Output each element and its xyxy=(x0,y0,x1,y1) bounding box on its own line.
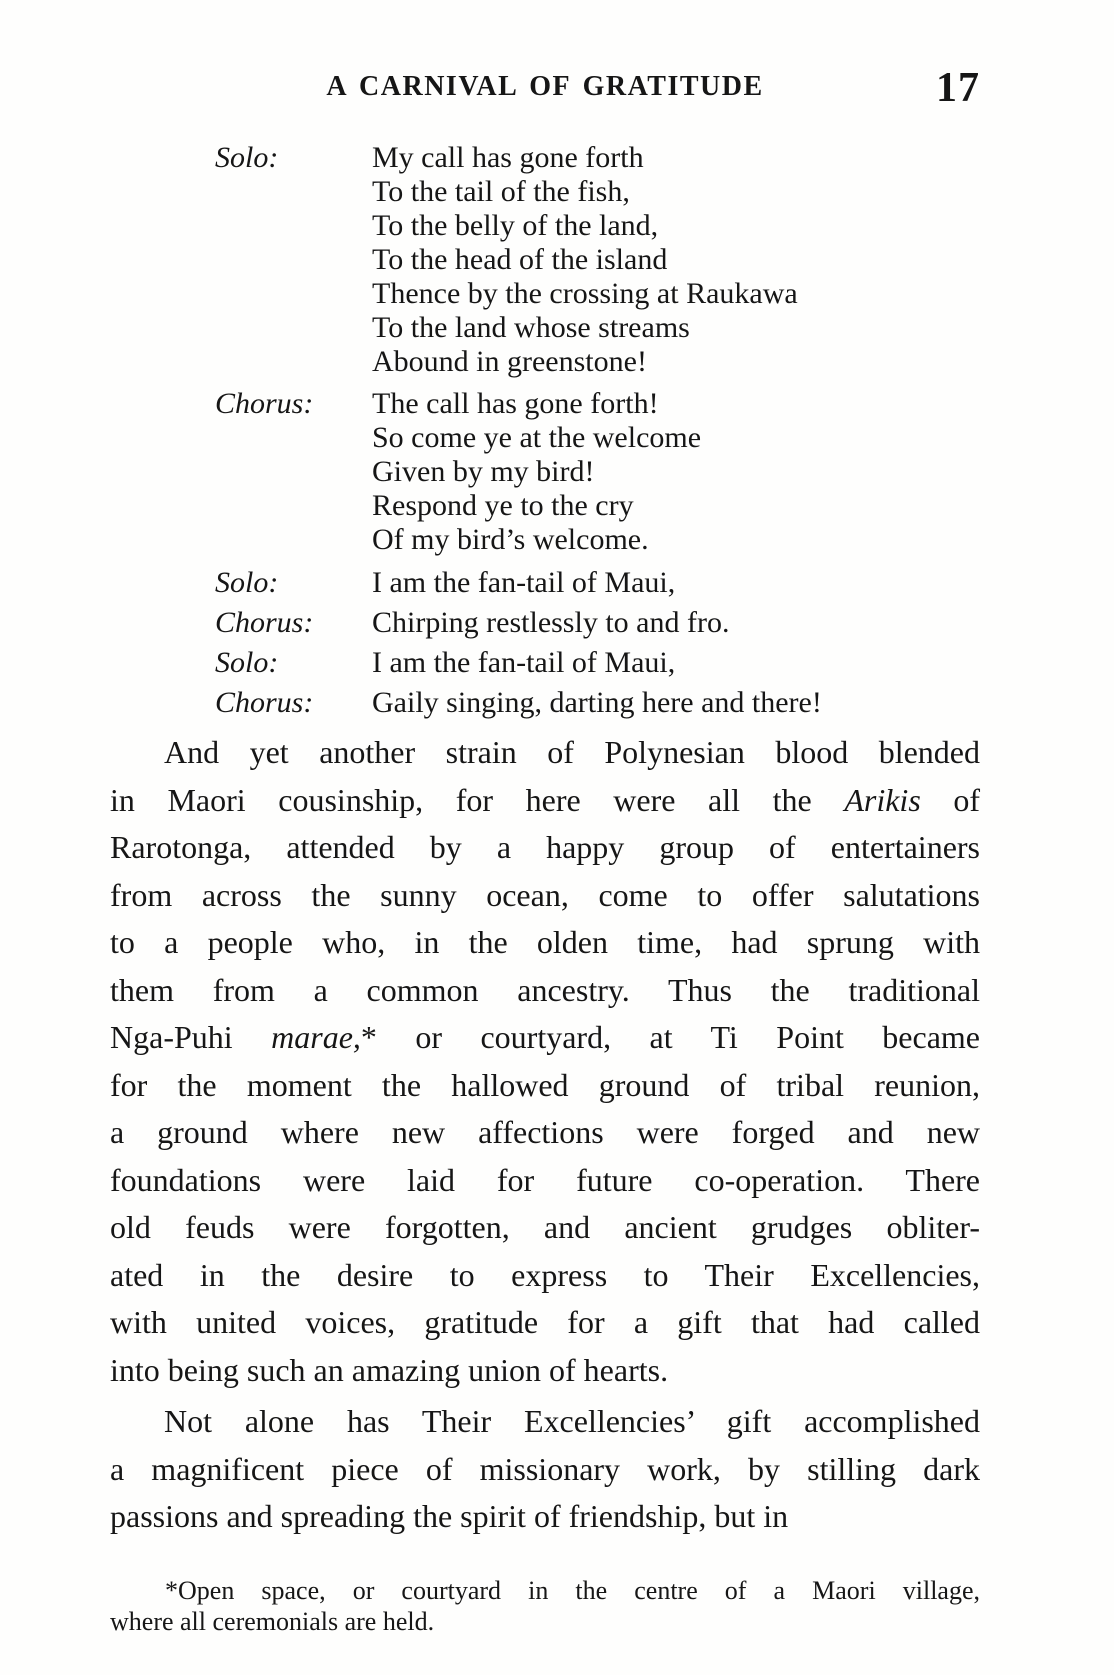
running-header xyxy=(110,65,980,111)
verse-row xyxy=(110,643,980,683)
body-paragraphs xyxy=(110,729,980,1541)
verse-line-text: So come ye at the welcome xyxy=(372,421,702,454)
paragraph xyxy=(110,1398,980,1541)
verse-line-text: I am the fan-tail of Maui, xyxy=(372,646,676,679)
text-segment: of xyxy=(920,781,981,818)
verse-line-text: To the tail of the fish, xyxy=(372,175,630,208)
body-line: into being such an amazing union of hearts. xyxy=(110,1351,669,1388)
verse-row xyxy=(110,141,980,175)
verse-line-text: Chirping restlessly to and fro. xyxy=(372,606,730,639)
verse-row xyxy=(110,683,980,723)
verse-row xyxy=(110,311,980,345)
verse-line-text: Respond ye to the cry xyxy=(372,489,634,522)
italic-term: marae, xyxy=(271,1019,361,1055)
verse-line-text: My call has gone forth xyxy=(372,141,644,174)
text-segment: Nga-Puhi xyxy=(110,1019,272,1055)
body-line: a ground where new affections were forged and new xyxy=(110,1114,980,1150)
body-line: And yet another strain of Polynesian blood blended xyxy=(164,734,980,770)
verse-line-text: Abound in greenstone! xyxy=(372,345,647,378)
body-line: old feuds were forgotten, and ancient grudges obliter- xyxy=(110,1209,980,1245)
verse-row xyxy=(110,277,980,311)
body-line: a magnificent piece of missionary work, by stilling dark xyxy=(110,1450,980,1487)
body-line xyxy=(110,1014,980,1062)
verse-line-text: Thence by the crossing at Raukawa xyxy=(372,277,798,310)
body-line: Rarotonga, attended by a happy group of entertainers xyxy=(110,829,980,865)
body-line: for the moment the hallowed ground of tribal reunion, xyxy=(110,1066,980,1103)
verse-row xyxy=(110,455,980,489)
verse-row xyxy=(110,523,980,557)
italic-term: Arikis xyxy=(844,781,921,818)
verse-line-text: Of my bird’s welcome. xyxy=(372,523,649,556)
body-line: from across the sunny ocean, come to offer salutations xyxy=(110,876,980,913)
verse-line-text: To the land whose streams xyxy=(372,311,690,344)
body-line: Not alone has Their Excellencies’ gift accomplished xyxy=(164,1403,980,1439)
verse-row xyxy=(110,603,980,643)
verse-speaker-label: Solo: xyxy=(215,646,279,679)
verse-speaker-label: Chorus: xyxy=(215,387,314,420)
verse-row xyxy=(110,421,980,455)
body-line: foundations were laid for future co-operation. There xyxy=(110,1161,980,1198)
verse-row xyxy=(110,489,980,523)
verse-row xyxy=(110,563,980,603)
verse-speaker-label: Chorus: xyxy=(215,686,314,719)
body-line: to a people who, in the olden time, had sprung with xyxy=(110,924,980,960)
verse-speaker-label: Solo: xyxy=(215,566,279,599)
verse-line-text: To the belly of the land, xyxy=(372,209,659,242)
verse-line-text: Given by my bird! xyxy=(372,455,595,488)
verse-row xyxy=(110,387,980,421)
footnote-line: where all ceremonials are held. xyxy=(110,1606,435,1636)
body-line: ated in the desire to express to Their Excellencies, xyxy=(110,1256,980,1293)
verse-row xyxy=(110,345,980,379)
body-line: them from a common ancestry. Thus the traditional xyxy=(110,971,980,1008)
verse-speaker-label: Solo: xyxy=(215,141,279,174)
verse-row xyxy=(110,175,980,209)
body-line: with united voices, gratitude for a gift that had called xyxy=(110,1304,980,1340)
verse-line-text: The call has gone forth! xyxy=(372,387,659,420)
verse-line-text: To the head of the island xyxy=(372,243,668,276)
footnote-block xyxy=(110,1575,980,1637)
verse-line-text: I am the fan-tail of Maui, xyxy=(372,566,676,599)
chapter-title: A CARNIVAL OF GRATITUDE xyxy=(326,71,764,102)
verse-line-text: Gaily singing, darting here and there! xyxy=(372,686,822,719)
paragraph xyxy=(110,729,980,1394)
body-line: passions and spreading the spirit of friendship, but in xyxy=(110,1498,789,1534)
text-segment: in Maori cousinship, for here were all the xyxy=(110,781,845,818)
text-segment: * or courtyard, at Ti Point became xyxy=(360,1019,981,1055)
verse-speaker-label: Chorus: xyxy=(215,606,314,639)
verse-row xyxy=(110,209,980,243)
footnote-line: *Open space, or courtyard in the centre of a Maori village, xyxy=(165,1575,980,1605)
verse-block xyxy=(110,141,980,723)
verse-row xyxy=(110,243,980,277)
page-number: 17 xyxy=(936,65,980,111)
body-line xyxy=(110,777,980,825)
